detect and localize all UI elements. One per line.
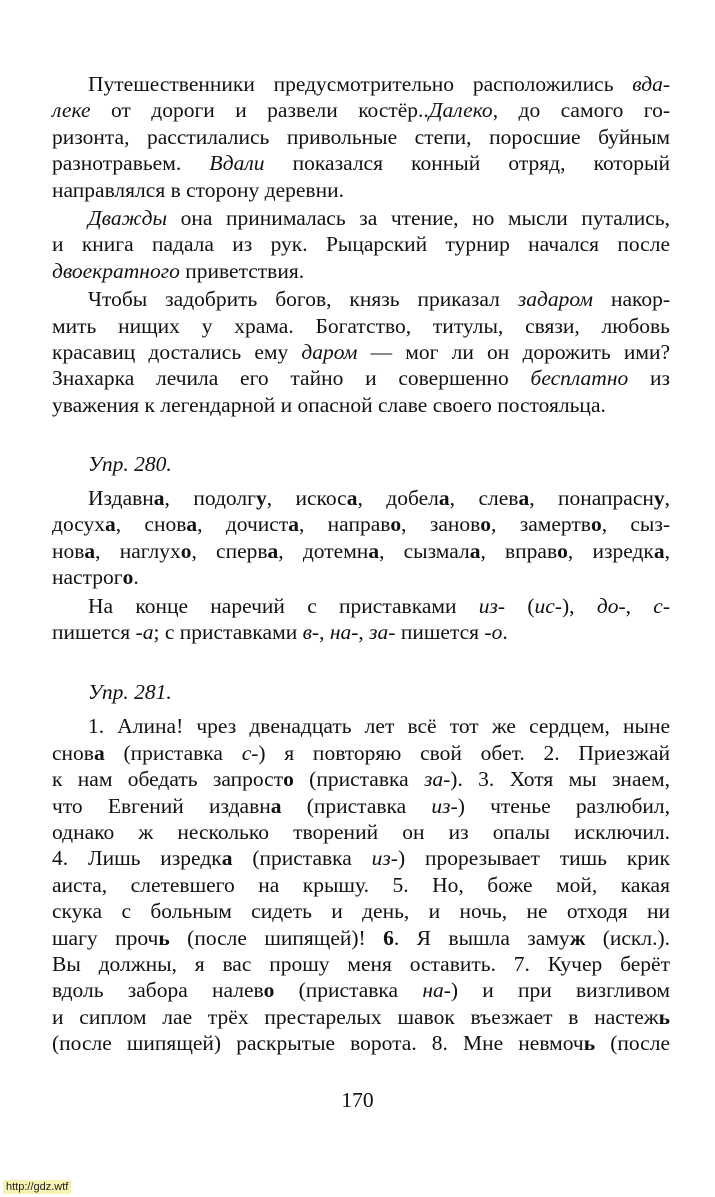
text-run: (приставка — [104, 740, 242, 765]
text-line — [52, 258, 670, 284]
text-run: (приставка — [274, 978, 423, 1003]
text-run: ; с приставками — [153, 620, 303, 645]
paragraph — [52, 71, 670, 203]
text-run: Чтобы задобрить богов, князь приказал — [88, 287, 518, 312]
text-run: направлялся в сторону деревни. — [52, 177, 344, 202]
italic-text: на- — [422, 978, 451, 1003]
bold-letter: а — [438, 486, 450, 511]
text-line — [52, 231, 670, 257]
italic-text: из- — [371, 846, 398, 871]
bold-letter: ж — [569, 925, 586, 950]
text-line — [52, 713, 670, 739]
text-line — [52, 71, 670, 97]
italic-text: с- — [241, 740, 259, 765]
text-run: ризонта, расстилались привольные степи, поросшие буйным — [52, 124, 670, 149]
text-run: , снов — [115, 512, 187, 537]
text-run: . — [502, 620, 508, 645]
text-run: , слев — [449, 486, 519, 511]
text-line — [52, 313, 670, 339]
text-line — [52, 793, 670, 819]
paragraph — [52, 485, 670, 591]
text-run: мить нищих у храма. Богатство, титулы, связи, любовь — [52, 313, 670, 338]
text-run: что Евгений издавн — [52, 793, 271, 818]
text-run: . Я вышла заму — [393, 925, 570, 950]
text-run: приветствия. — [179, 258, 305, 283]
text-line — [52, 1030, 670, 1056]
exercise-281-text — [52, 713, 670, 1056]
bold-letter: а — [288, 512, 299, 537]
text-run: пишется — [395, 620, 485, 645]
text-line — [52, 593, 670, 619]
bold-letter: о — [180, 538, 192, 563]
text-line — [52, 898, 670, 924]
text-run: уважения к легендарной и опасной славе своего постояльца. — [52, 392, 606, 417]
text-line — [52, 564, 670, 590]
italic-text: Дважды — [88, 205, 168, 230]
italic-text: леке — [52, 98, 91, 123]
text-run: снов — [52, 740, 94, 765]
intro-text — [52, 71, 670, 418]
text-run: (искл.). — [585, 925, 670, 950]
bold-letter: а — [84, 538, 96, 563]
text-line — [52, 365, 670, 391]
text-run: разнотравьем. — [52, 151, 210, 176]
text-run: ) и при визгливом — [450, 978, 671, 1003]
text-run: . — [133, 565, 139, 590]
bold-letter: 6 — [383, 925, 394, 950]
bold-letter: а — [153, 486, 165, 511]
text-run: ( — [505, 593, 535, 618]
bold-letter: а — [267, 538, 279, 563]
paragraph — [52, 286, 670, 418]
text-run: , искос — [266, 486, 347, 511]
bold-letter: ь — [158, 925, 170, 950]
text-run: , — [664, 486, 671, 511]
text-run: , добел — [357, 486, 439, 511]
text-run: , сыз- — [601, 512, 671, 537]
text-run: 4. Лишь изредк — [52, 846, 222, 871]
bold-letter: о — [122, 565, 134, 590]
text-run: Путешественники предусмотрительно расположились — [88, 72, 633, 96]
italic-text: в- — [302, 620, 320, 645]
text-line — [52, 951, 670, 977]
bold-letter: о — [557, 538, 568, 563]
bold-letter: а — [653, 538, 665, 563]
text-line — [52, 177, 670, 203]
exercise-280-heading: Упр. 280. — [88, 452, 172, 477]
text-run: ), — [562, 593, 597, 618]
text-line — [52, 339, 670, 365]
bold-letter: ь — [583, 1031, 596, 1056]
text-run: , вправ — [480, 538, 558, 563]
text-run: (после шипящей)! — [169, 925, 384, 950]
text-line — [52, 538, 670, 564]
text-run: (после шипящей) раскрытые ворота. 8. Мне невмоч — [52, 1031, 584, 1056]
text-run: На конце наречий с приставками — [88, 593, 479, 618]
text-run: , занов — [401, 512, 481, 537]
exercise-280-text — [52, 485, 670, 645]
bold-letter: а — [93, 740, 105, 765]
text-run: , сперв — [191, 538, 268, 563]
bold-letter: а — [469, 538, 481, 563]
text-line — [52, 485, 670, 511]
text-run: Вы должны, я вас прошу меня оставить. 7. Кучер берёт — [52, 951, 670, 976]
text-run: ). 3. Хотя мы знаем, — [450, 767, 671, 792]
paragraph — [52, 593, 670, 646]
text-run: , сызмал — [379, 538, 470, 563]
italic-text: из- — [431, 793, 458, 818]
text-line — [52, 619, 670, 645]
text-run: (приставка — [293, 767, 424, 792]
italic-text: из- — [478, 593, 506, 618]
text-run: , — [319, 620, 330, 645]
text-line — [52, 150, 670, 176]
text-run: (после — [595, 1031, 670, 1056]
text-run: нов — [52, 538, 85, 563]
text-run: ) чтенье разлюбил, — [457, 793, 671, 818]
italic-text: даром — [301, 339, 358, 364]
text-run: и книга падала из рук. Рыцарский турнир начался после — [52, 232, 670, 257]
text-run: досух — [52, 512, 105, 537]
bold-letter: а — [186, 512, 198, 537]
text-run: , до самого го- — [492, 98, 670, 123]
text-run: 1. Алина! чрез двенадцать лет всё тот же сердцем, ныне — [88, 714, 670, 739]
text-line — [52, 392, 670, 418]
text-run: аиста, слетевшего на крышу. 5. Но, боже мой, какая — [52, 872, 670, 897]
bold-letter: а — [518, 486, 530, 511]
text-run: (приставка — [281, 793, 432, 818]
text-run: , наглух — [95, 538, 181, 563]
page-body — [52, 71, 670, 1059]
text-run: из — [628, 366, 670, 391]
text-run: однако ж несколько творений он из опалы исключил. — [52, 819, 670, 844]
page-number: 170 — [341, 1088, 374, 1112]
text-line — [52, 977, 670, 1003]
text-run: , направ — [298, 512, 391, 537]
exercise-281-heading: Упр. 281. — [88, 680, 172, 705]
text-run: шагу проч — [52, 925, 159, 950]
text-run: , изредк — [567, 538, 654, 563]
italic-text: -о — [484, 620, 503, 645]
text-run: она принималась за чтение, но мысли путались, — [167, 205, 670, 230]
text-line — [52, 872, 670, 898]
italic-text: за- — [369, 620, 396, 645]
bold-letter: у — [653, 486, 665, 511]
italic-text: Далеко — [428, 98, 493, 123]
italic-text: вда- — [632, 72, 670, 96]
italic-text: двоекратного — [52, 258, 180, 283]
bold-letter: о — [480, 512, 492, 537]
text-line — [52, 511, 670, 537]
text-run: ) я повторяю свой обет. 2. Приезжай — [258, 740, 670, 765]
text-run: показался конный отряд, который — [264, 151, 670, 176]
text-run: вдоль забора налев — [52, 978, 264, 1003]
text-run: красавиц достались ему — [52, 339, 302, 364]
text-run: , замертв — [491, 512, 591, 537]
text-run: настрог — [52, 565, 123, 590]
bold-letter: а — [270, 793, 282, 818]
text-run: — мог ли он дорожить ими? — [357, 339, 670, 364]
text-line — [52, 205, 670, 231]
bold-letter: о — [390, 512, 402, 537]
text-run: , — [358, 620, 370, 645]
text-run: пишется — [52, 620, 136, 645]
bold-letter: ь — [658, 1004, 670, 1029]
text-run: от дороги и развели костёр.. — [90, 98, 429, 123]
italic-text: с- — [653, 593, 670, 618]
italic-text: бесплатно — [530, 366, 629, 391]
text-run: накор- — [593, 287, 671, 312]
bold-letter: а — [346, 486, 358, 511]
text-run: , дочист — [197, 512, 289, 537]
italic-text: на- — [329, 620, 359, 645]
text-line — [52, 819, 670, 845]
italic-text: до- — [596, 593, 626, 618]
text-run: ) прорезывает тишь крик — [397, 846, 671, 871]
text-run: к нам обедать запрост — [52, 767, 284, 792]
text-line — [52, 925, 670, 951]
bold-letter: о — [283, 767, 294, 792]
text-run: , — [664, 538, 670, 563]
bold-letter: а — [221, 846, 233, 871]
text-line — [52, 124, 670, 150]
bold-letter: о — [590, 512, 602, 537]
bold-letter: а — [104, 512, 116, 537]
text-line — [52, 1004, 670, 1030]
text-line — [52, 845, 670, 871]
italic-text: Вдали — [209, 151, 265, 176]
text-run: (приставка — [232, 846, 372, 871]
text-line — [52, 286, 670, 312]
bold-letter: а — [368, 538, 380, 563]
italic-text: за- — [423, 767, 451, 792]
text-line — [52, 740, 670, 766]
text-run: скука с больным сидеть и день, и ночь, не отходя ни — [52, 899, 670, 924]
text-run: , понапрасн — [529, 486, 654, 511]
text-run: и сиплом лае трёх престарелых шавок въезжает в настеж — [52, 1004, 659, 1029]
italic-text: задаром — [517, 287, 593, 312]
text-run: Издавн — [88, 486, 154, 511]
text-run: , подолг — [164, 486, 256, 511]
watermark-link[interactable]: http://gdz.wtf — [3, 1180, 71, 1194]
text-line — [52, 766, 670, 792]
text-run: , — [625, 593, 654, 618]
text-run: , дотемн — [278, 538, 369, 563]
bold-letter: о — [263, 978, 275, 1003]
italic-text: -а — [135, 620, 154, 645]
paragraph — [52, 713, 670, 1056]
text-run: Знахарка лечила его тайно и совершенно — [52, 366, 531, 391]
paragraph — [52, 205, 670, 284]
text-line — [52, 97, 670, 123]
italic-text: ис- — [534, 593, 562, 618]
bold-letter: у — [255, 486, 267, 511]
